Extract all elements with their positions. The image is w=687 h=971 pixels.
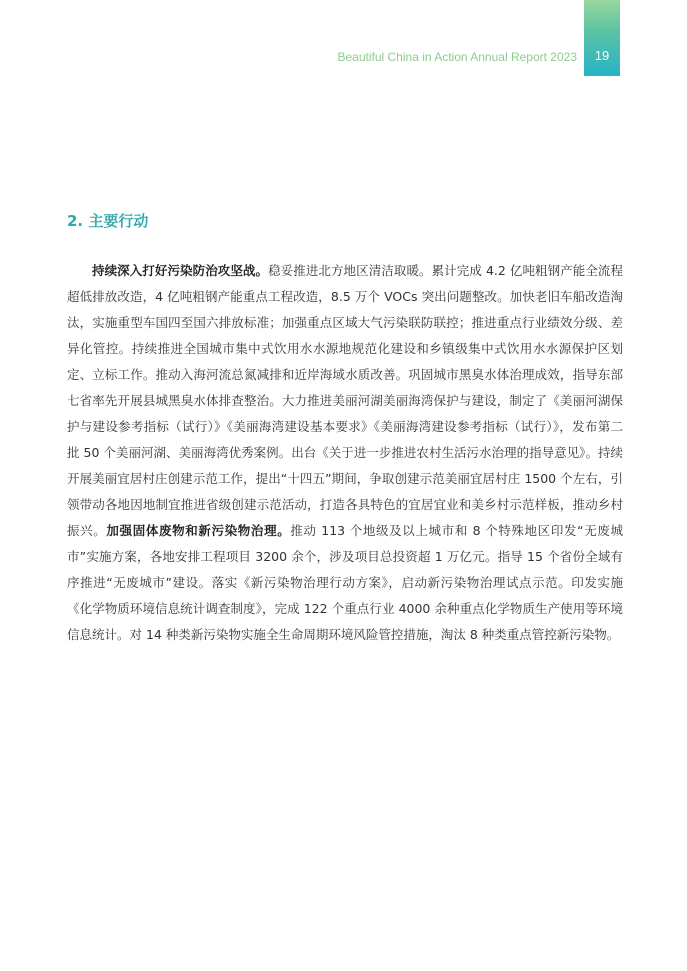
paragraph-text-2: 推动 113 个地级及以上城市和 8 个特殊地区印发“无废城市”实施方案，各地安排工程项目 3200 余个，涉及项目总投资超 1 万亿元。指导 15 个省份全域有序推进“无废城市”建设。落实《新污染物治理行动方案》，启动新污染物治理试点示范。印发实施《化学物质环境信息统计调查制度》，完成 122 个重点行业 4000 余种重点化学物质生产使用等环境信息统计。对 14 种类新污染物实施全生命周期环境风险管控措施，淘汰 8 种类重点管控新污染物。 xyxy=(67,523,623,642)
lead-bold-phrase: 持续深入打好污染防治攻坚战。 xyxy=(92,263,269,278)
report-title: Beautiful China in Action Annual Report 2023 xyxy=(337,50,577,64)
page-number-tab xyxy=(584,0,620,76)
section-heading: 2. 主要行动 xyxy=(67,212,149,230)
mid-bold-phrase: 加强固体废物和新污染物治理。 xyxy=(106,523,291,538)
body-paragraph xyxy=(67,258,623,648)
page-number: 19 xyxy=(594,48,610,63)
paragraph-text-1: 稳妥推进北方地区清洁取暖。累计完成 4.2 亿吨粗钢产能全流程超低排放改造，4 亿吨粗钢产能重点工程改造，8.5 万个 VOCs 突出问题整改。加快老旧车船改造淘汰，实施重型车国四至国六排放标准；加强重点区域大气污染联防联控；推进重点行业绩效分级、差异化管控。持续推进全国城市集中式饮用水水源地规范化建设和乡镇级集中式饮用水水源保护区划定、立标工作。推动入海河流总氮减排和近岸海域水质改善。巩固城市黑臭水体治理成效，指导东部七省率先开展县城黑臭水体排查整治。大力推进美丽河湖美丽海湾保护与建设，制定了《美丽河湖保护与建设参考指标（试行）》《美丽海湾建设基本要求》《美丽海湾建设参考指标（试行）》，发布第二批 50 个美丽河湖、美丽海湾优秀案例。出台《关于进一步推进农村生活污水治理的指导意见》。持续开展美丽宜居村庄创建示范工作，提出“十四五”期间，争取创建示范美丽宜居村庄 1500 个左右，引领带动各地因地制宜推进省级创建示范活动，打造各具特色的宜居宜业和美乡村示范样板，推动乡村振兴。 xyxy=(67,263,623,538)
